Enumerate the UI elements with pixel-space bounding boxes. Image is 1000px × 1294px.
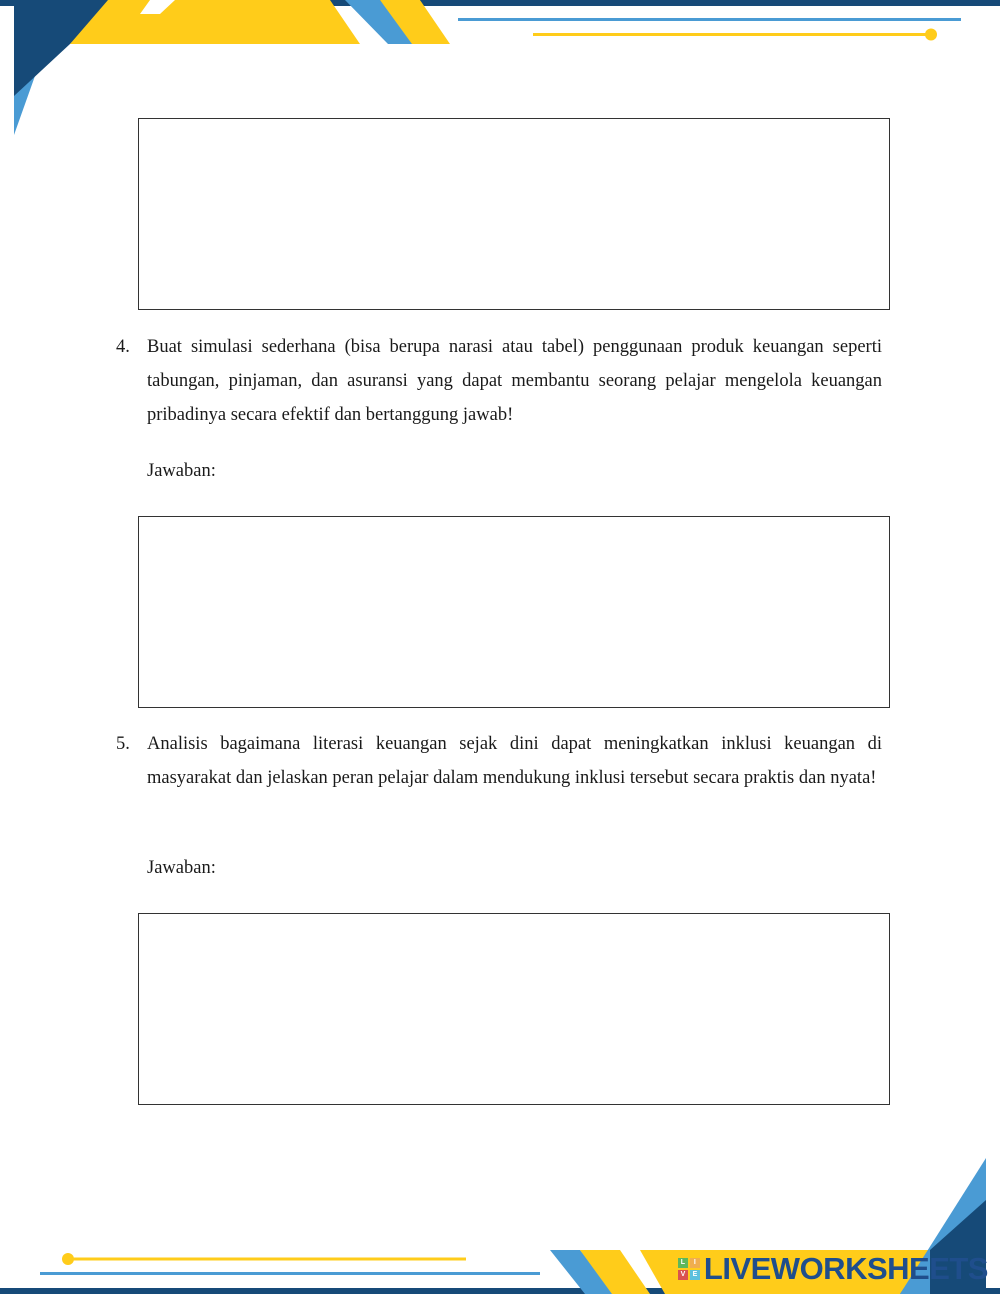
header-thin-blue-line <box>458 18 961 21</box>
answer-box-5[interactable] <box>138 913 890 1105</box>
footer-thin-yellow-line <box>68 1258 466 1261</box>
answer-label-4: Jawaban: <box>147 461 216 481</box>
answer-box-3[interactable] <box>138 118 890 310</box>
logo-letter-l: L <box>678 1258 688 1268</box>
header-yellow-shape <box>70 0 360 44</box>
footer-thin-blue-line <box>40 1272 540 1275</box>
question-4 <box>116 330 882 432</box>
logo-icon <box>678 1258 700 1280</box>
question-text: Buat simulasi sederhana (bisa berupa narasi atau tabel) penggunaan produk keuangan seperti tabungan, pinjaman, dan asuransi yang dapat membantu seorang pelajar mengelola keuangan pribadinya secara efektif dan bertanggung jawab! <box>147 337 882 425</box>
logo-text: LIVEWORKSHEETS <box>703 1251 988 1286</box>
question-number: 5. <box>116 734 130 754</box>
header-thin-yellow-line <box>533 33 931 36</box>
header-yellow-dot <box>925 29 937 41</box>
question-5 <box>116 727 882 795</box>
liveworksheets-logo <box>678 1252 988 1286</box>
question-text: Analisis bagaimana literasi keuangan sejak dini dapat meningkatkan inklusi keuangan di masyarakat dan jelaskan peran pelajar dalam mendukung inklusi tersebut secara praktis dan nyata! <box>147 734 882 788</box>
logo-letter-e: E <box>690 1270 700 1280</box>
logo-letter-v: V <box>678 1270 688 1280</box>
answer-label-5: Jawaban: <box>147 858 216 878</box>
answer-box-4[interactable] <box>138 516 890 708</box>
question-number: 4. <box>116 337 130 357</box>
logo-letter-i: I <box>690 1258 700 1268</box>
